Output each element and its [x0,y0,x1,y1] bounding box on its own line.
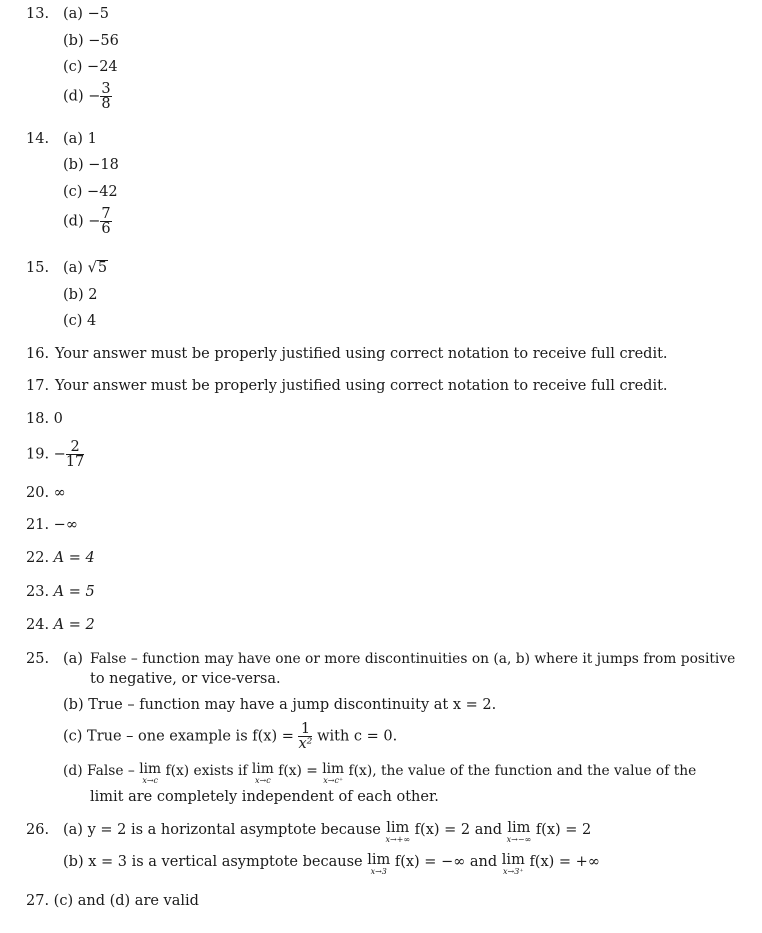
q25-d-limit3: lim x→c⁺ [322,761,345,785]
q19: 19. − $\frac{2}{17}$ [26,439,85,470]
q18: 18. 0 [26,411,63,427]
q14-c: (c) −42 [63,184,118,200]
q25-a-line1: False – function may have one or more discontinuities on (a, b) where it jumps from positive [90,651,736,667]
q25-a-line2: to negative, or vice-versa. [90,671,281,687]
q25-d: (d) False – lim x→c f(x) exists if lim x→c f(x) = lim x→c⁺ f(x), the value of the function and the value of the [63,761,697,785]
q25-c-fraction: $\frac{1}{\text{x²}}$ [298,721,313,752]
q14-d-fraction: $\frac{7}{6}$ [101,206,111,237]
q14-d: (d) − $\frac{7}{6}$ [63,206,111,237]
q26-a: (a) y = 2 is a horizontal asymptote because lim x→+∞ f(x) = 2 and lim x→−∞ f(x) = 2 [63,820,592,844]
q26-number: 26. [26,822,50,838]
q13-number: 13. [26,6,50,22]
q15-a: (a) √5 [63,260,108,276]
q27: 27. (c) and (d) are valid [26,893,199,909]
q14-a: (a) 1 [63,131,97,147]
q25-a-label: (a) [63,651,83,667]
q20: 20. ∞ [26,485,66,501]
q17-number: 17. [26,378,50,394]
q13-a: (a) −5 [63,6,109,22]
q25-d-limit1: lim x→c [139,761,162,785]
q13-d-fraction: $\frac{3}{8}$ [101,81,111,112]
q15-number: 15. [26,260,50,276]
q22: 22. A = 4 [26,550,95,566]
q19-fraction: $\frac{2}{17}$ [65,439,85,470]
q16-text: Your answer must be properly justified using correct notation to receive full credit. [55,346,668,362]
q25-number: 25. [26,651,50,667]
q15-c: (c) 4 [63,313,97,329]
q13-d: (d) − $\frac{3}{8}$ [63,81,111,112]
q25-d-line2: limit are completely independent of each other. [90,789,439,805]
q26-b: (b) x = 3 is a vertical asymptote because lim x→3 f(x) = −∞ and lim x→3⁺ f(x) = +∞ [63,852,600,876]
q21: 21. −∞ [26,517,78,533]
q13-c: (c) −24 [63,59,118,75]
q26-a-limit2: lim x→−∞ [506,820,532,844]
q15-b: (b) 2 [63,287,98,303]
q23: 23. A = 5 [26,584,95,600]
q24: 24. A = 2 [26,617,95,633]
q25-b: (b) True – function may have a jump discontinuity at x = 2. [63,697,497,713]
q14-b: (b) −18 [63,157,119,173]
q25-d-limit2: lim x→c [251,761,274,785]
q14-number: 14. [26,131,50,147]
q16-number: 16. [26,346,50,362]
q26-b-limit2: lim x→3⁺ [501,852,525,876]
q26-b-limit1: lim x→3 [367,852,391,876]
q26-a-limit1: lim x→+∞ [385,820,411,844]
q13-b: (b) −56 [63,33,119,49]
q17-text: Your answer must be properly justified using correct notation to receive full credit. [55,378,668,394]
q25-c: (c) True – one example is f(x) = $\frac{1}{\text{x²}}$ with c = 0. [63,721,398,752]
